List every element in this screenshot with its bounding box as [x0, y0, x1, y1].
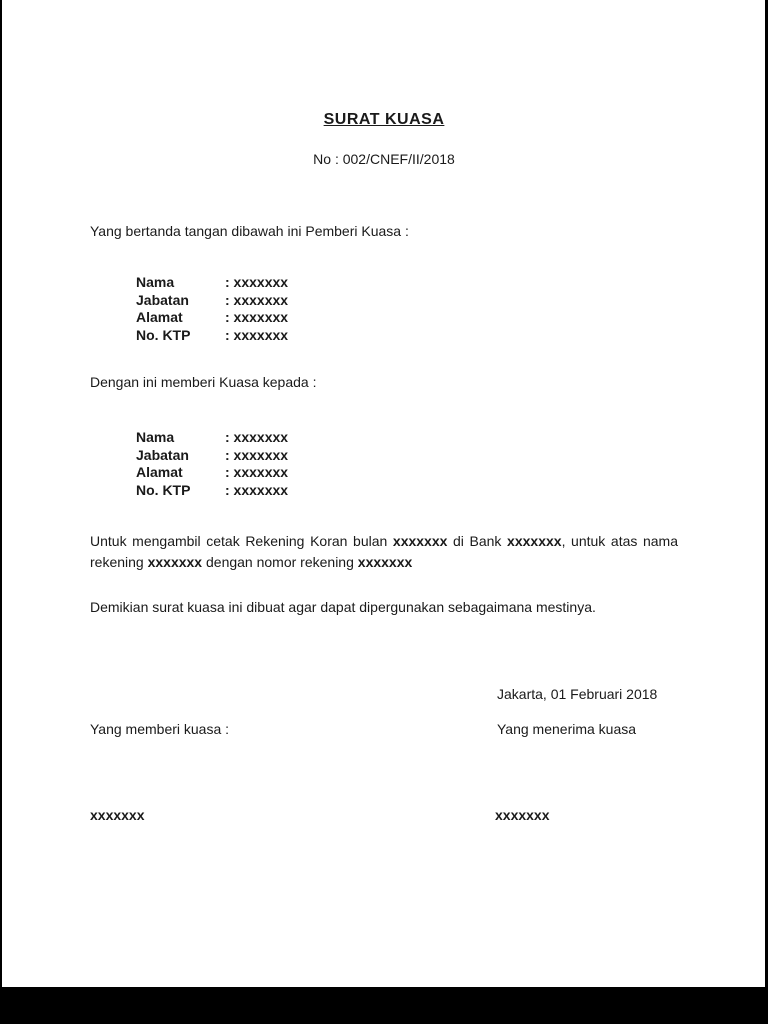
signature-labels-row — [90, 721, 678, 738]
paragraph-text: , untuk atas nama rekening — [90, 533, 678, 570]
placeholder-value: xxxxxxx — [392, 533, 448, 549]
grantee-details — [90, 429, 678, 499]
detail-row — [136, 464, 678, 482]
grantee-signature-name: xxxxxxx — [495, 807, 550, 823]
detail-label: Alamat — [136, 464, 183, 480]
placeholder-value: xxxxxxx — [507, 533, 562, 549]
granting-line: Dengan ini memberi Kuasa kepada : — [90, 374, 317, 390]
detail-label: Jabatan — [136, 446, 189, 463]
paragraph-text: dengan nomor rekening — [202, 554, 358, 570]
scan-edge-left — [0, 0, 2, 1024]
detail-row — [136, 482, 678, 500]
scan-edge-bottom — [0, 987, 768, 1024]
detail-label: Jabatan — [136, 291, 189, 308]
detail-value: : xxxxxxx — [225, 481, 289, 498]
detail-value: : xxxxxxx — [225, 274, 289, 290]
detail-label: No. KTP — [136, 326, 191, 343]
closing-line: Demikian surat kuasa ini dibuat agar dapat dipergunakan sebagaimana mestinya. — [90, 599, 596, 615]
grantee-signature-label: Yang menerima kuasa — [497, 721, 637, 737]
detail-row — [136, 327, 678, 345]
detail-value: : xxxxxxx — [225, 429, 289, 445]
detail-label: Alamat — [136, 309, 183, 325]
detail-row — [136, 447, 678, 465]
detail-label: Nama — [136, 429, 175, 445]
date-line: Jakarta, 01 Februari 2018 — [497, 686, 658, 702]
detail-row — [136, 274, 678, 292]
detail-value: : xxxxxxx — [225, 309, 289, 325]
purpose-paragraph — [90, 531, 678, 573]
date-row — [90, 686, 678, 703]
detail-label: No. KTP — [136, 481, 191, 498]
paragraph-text: Untuk mengambil cetak Rekening Koran bulan — [90, 533, 393, 549]
signature-names-row — [90, 807, 678, 824]
letter-number: No : 002/CNEF/II/2018 — [313, 151, 455, 167]
detail-value: : xxxxxxx — [225, 326, 289, 343]
placeholder-value: xxxxxxx — [357, 554, 413, 570]
detail-label: Nama — [136, 274, 175, 290]
letter-title: SURAT KUASA — [323, 111, 445, 128]
detail-value: : xxxxxxx — [225, 464, 289, 480]
detail-value: : xxxxxxx — [225, 446, 289, 463]
paragraph-text: di Bank — [447, 533, 508, 549]
detail-value: : xxxxxxx — [225, 291, 289, 308]
grantor-signature-label: Yang memberi kuasa : — [90, 721, 230, 737]
detail-row — [136, 309, 678, 327]
detail-row — [136, 429, 678, 447]
opening-line: Yang bertanda tangan dibawah ini Pemberi Kuasa : — [90, 223, 409, 239]
placeholder-value: xxxxxxx — [147, 554, 203, 570]
grantor-details — [90, 274, 678, 344]
grantor-signature-name: xxxxxxx — [90, 807, 145, 823]
detail-row — [136, 292, 678, 310]
